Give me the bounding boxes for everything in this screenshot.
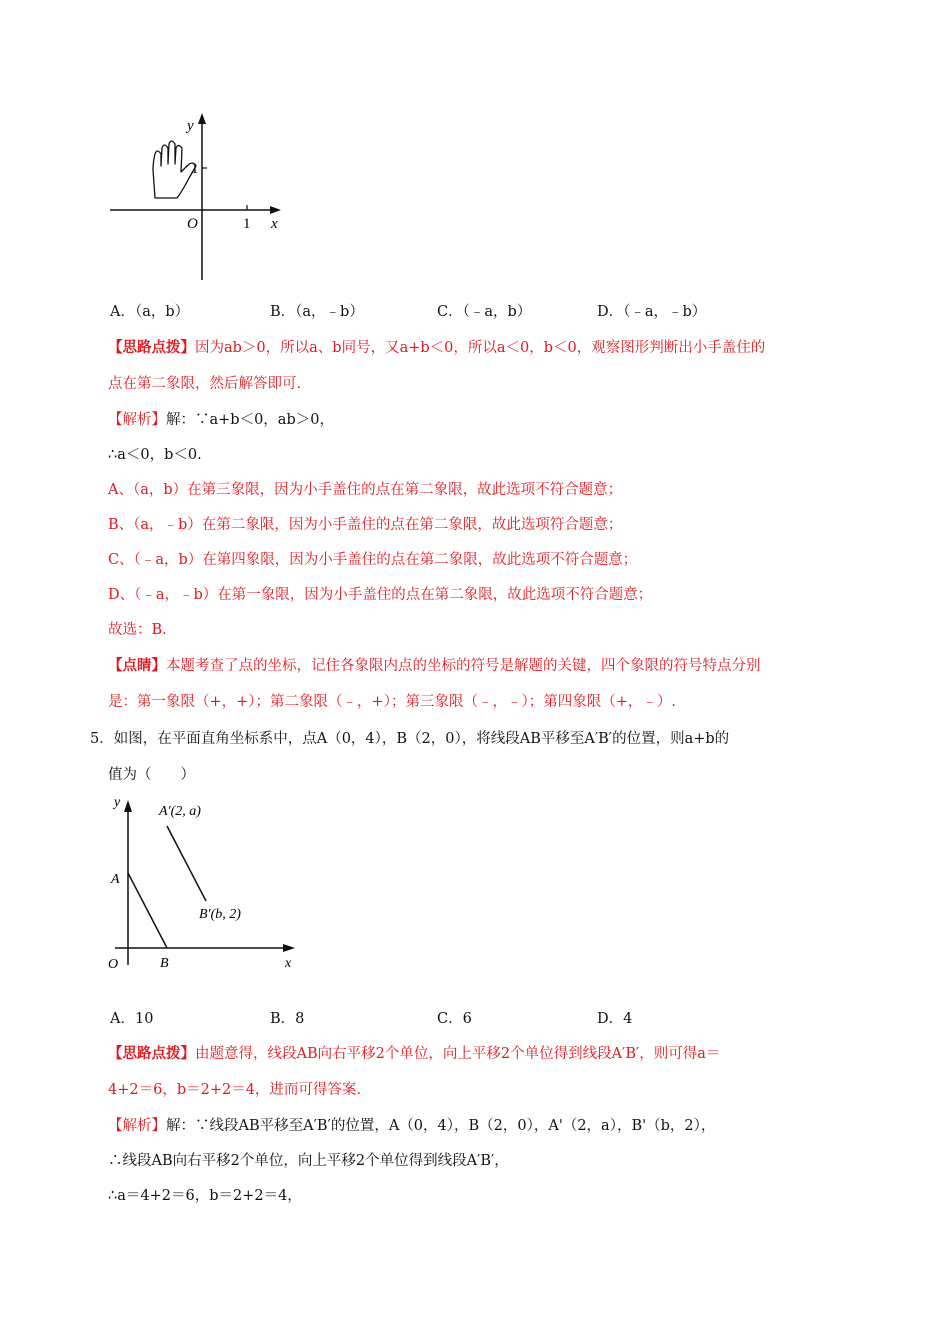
q5-question-line2: 值为（ ） [108,767,195,783]
q4-comment-line1 [108,656,761,676]
q4-option-a: A．（a，b） [110,304,190,320]
q4-hint-text1: 因为ab＞0，所以a、b同号，又a+b＜0，所以a＜0，b＜0，观察图形判断出小手盖住的 [195,340,766,356]
q4-analysis-line-d: D、（﹣a，﹣b）在第一象限，因为小手盖住的点在第二象限，故此选项不符合题意； [108,587,653,603]
point-b-prime-label: B′(b, 2) [199,907,241,922]
q5-option-a: A．10 [110,1011,154,1027]
segment-a-prime-b-prime [167,826,206,901]
q5-option-b: B．8 [270,1011,305,1027]
q4-hint-line1 [108,338,765,358]
y-axis-label: y [187,118,194,134]
figure-hand-coordinate [105,110,305,285]
q5-analysis-line3: ∴a＝4+2＝6，b＝2+2＝4， [108,1188,302,1204]
q5-hint-text1: 由题意得，线段AB向右平移2个单位，向上平移2个单位得到线段A′B′，则可得a＝ [195,1046,721,1062]
x-tick-label: 1 [243,216,251,232]
y-axis-arrow [124,800,132,812]
q4-analysis-line-c: C、（﹣a，b）在第四象限，因为小手盖住的点在第二象限，故此选项不符合题意； [108,552,638,568]
q5-analysis-tag: 【解析】 [108,1118,166,1134]
q4-analysis-tag: 【解析】 [108,412,166,428]
q5-option-c: C．6 [437,1011,472,1027]
y-axis-arrow [198,113,206,124]
q5-analysis-line2: ∴线段AB向右平移2个单位，向上平移2个单位得到线段A′B′， [108,1153,509,1169]
q4-option-d: D．（﹣a，﹣b） [597,304,707,320]
q5-analysis-line1 [108,1116,715,1136]
q4-analysis-line-b: B、（a，﹣b）在第二象限，因为小手盖住的点在第二象限，故此选项符合题意； [108,517,623,533]
q5-option-d: D．4 [597,1011,633,1027]
segment-ab [128,873,167,948]
q4-analysis-text1: 解：∵a+b＜0，ab＞0， [166,412,334,428]
point-b-label: B [160,956,169,971]
q4-hint-tag: 【思路点拨】 [108,339,195,356]
q5-hint-line1 [108,1044,720,1064]
q5-hint-tag: 【思路点拨】 [108,1045,195,1062]
figure-segment-translation [105,790,305,975]
point-a-prime-label: A′(2, a) [159,804,201,819]
point-a-label: A [111,872,120,887]
x-axis-label: x [271,216,278,232]
q4-comment-line2: 是：第一象限（+，+）；第二象限（﹣，+）；第三象限（﹣，﹣）；第四象限（+，﹣）. [108,694,676,710]
q4-hint-line2: 点在第二象限，然后解答即可. [108,376,302,392]
q4-option-b: B．（a，﹣b） [270,304,364,320]
hand-icon [153,141,196,198]
q5-question-line1: 5．如图，在平面直角坐标系中，点A（0，4），B（2，0），将线段AB平移至A′B′的位置，则a+b的 [90,731,730,747]
origin-label: O [187,216,198,232]
origin-label: O [108,957,119,972]
q4-analysis-line1 [108,410,334,430]
x-axis-arrow [283,944,295,952]
q4-comment-tag: 【点睛】 [108,657,166,674]
q5-hint-line2: 4+2＝6，b＝2+2＝4，进而可得答案. [108,1082,362,1098]
y-axis-label: y [114,795,121,810]
q4-comment-text1: 本题考查了点的坐标，记住各象限内点的坐标的符号是解题的关键，四个象限的符号特点分别 [166,658,761,674]
q4-analysis-line-a: A、（a，b）在第三象限，因为小手盖住的点在第二象限，故此选项不符合题意； [108,482,623,498]
y-tick-label: 1 [191,161,199,177]
q4-option-c: C．（﹣a，b） [437,304,532,320]
q4-analysis-line2: ∴a＜0，b＜0. [108,447,202,463]
x-axis-arrow [270,206,281,214]
q5-analysis-text1: 解：∵线段AB平移至A′B′的位置，A（0，4），B（2，0），A'（2，a），B'（b，2）， [166,1118,716,1134]
x-axis-label: x [285,956,292,971]
q4-analysis-choice: 故选：B. [108,622,167,638]
